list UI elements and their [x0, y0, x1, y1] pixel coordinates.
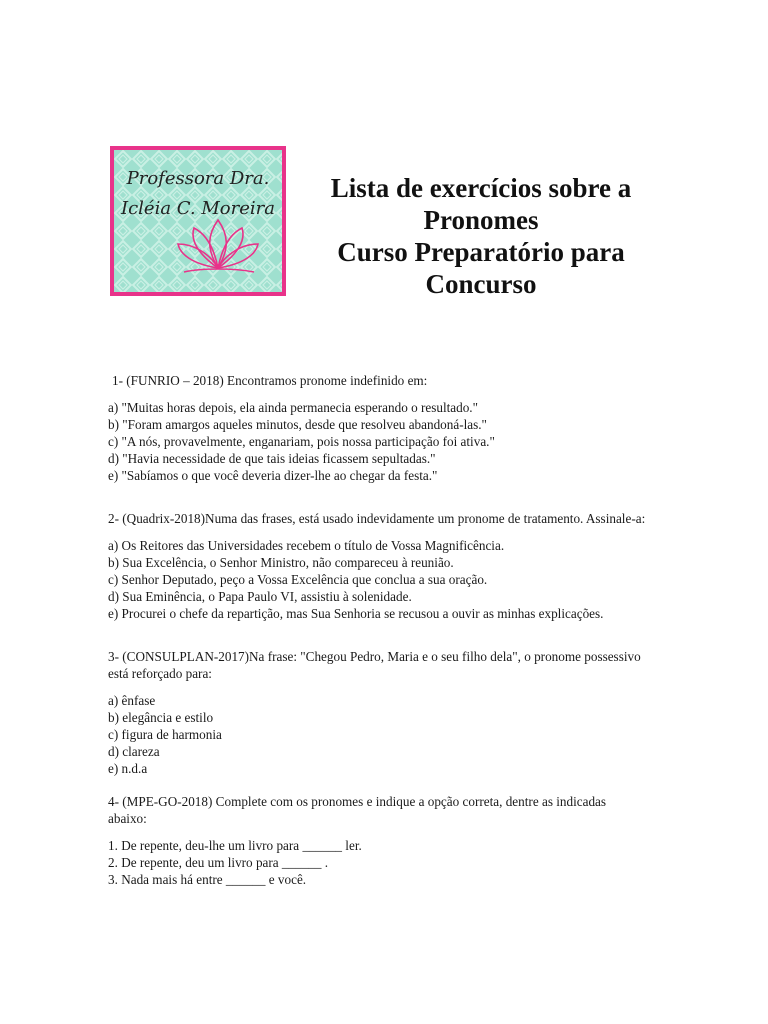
title-line: Pronomes: [423, 205, 539, 235]
option-item: e) Procurei o chefe da repartição, mas Sua Senhoria se recusou a ouvir as minhas explicações.: [108, 606, 604, 621]
author-logo: [110, 146, 286, 296]
question-text: 2- (Quadrix-2018)Numa das frases, está usado indevidamente um pronome de tratamento. Assinale-a:: [108, 511, 646, 526]
exercise-list: [108, 372, 648, 888]
lotus-icon: [114, 150, 282, 292]
option-item: d) "Havia necessidade de que tais ideias ficassem sepultadas.": [108, 451, 436, 466]
logo-name-line2: Icléia C. Moreira: [120, 198, 276, 219]
option-item: c) Senhor Deputado, peço a Vossa Excelência que conclua a sua oração.: [108, 572, 488, 587]
option-item: 3. Nada mais há entre ______ e você.: [108, 872, 307, 887]
question-text: 3- (CONSULPLAN-2017)Na frase: "Chegou Pedro, Maria e o seu filho dela", o pronome possessivo está reforçado para:: [108, 649, 641, 681]
option-item: c) "A nós, provavelmente, enganariam, pois nossa participação foi ativa.": [108, 434, 495, 449]
title-line: Curso Preparatório para: [337, 237, 625, 267]
option-item: b) Sua Excelência, o Senhor Ministro, não compareceu à reunião.: [108, 555, 454, 570]
question-text: 4- (MPE-GO-2018) Complete com os pronomes e indique a opção correta, dentre as indicadas abaixo:: [108, 794, 607, 826]
option-item: a) ênfase: [108, 693, 156, 708]
option-item: b) "Foram amargos aqueles minutos, desde que resolveu abandoná-las.": [108, 417, 487, 432]
option-item: d) clareza: [108, 744, 160, 759]
option-item: 1. De repente, deu-lhe um livro para ______ ler.: [108, 838, 362, 853]
title-line: Lista de exercícios sobre a: [330, 173, 632, 203]
title-line: Concurso: [425, 269, 537, 299]
option-item: d) Sua Eminência, o Papa Paulo VI, assistiu à solenidade.: [108, 589, 412, 604]
option-item: e) "Sabíamos o que você deveria dizer-lhe ao chegar da festa.": [108, 468, 438, 483]
options-list: [108, 837, 648, 888]
logo-name-line1: Professora Dra.: [126, 168, 270, 189]
page-title: [296, 172, 666, 300]
options-list: [108, 399, 648, 484]
option-item: a) "Muitas horas depois, ela ainda permanecia esperando o resultado.": [108, 400, 478, 415]
option-item: b) elegância e estilo: [108, 710, 214, 725]
options-list: [108, 537, 648, 622]
option-item: e) n.d.a: [108, 761, 148, 776]
option-item: c) figura de harmonia: [108, 727, 222, 742]
options-list: [108, 692, 648, 777]
option-item: a) Os Reitores das Universidades recebem o título de Vossa Magnificência.: [108, 538, 505, 553]
question-text: 1- (FUNRIO – 2018) Encontramos pronome indefinido em:: [112, 373, 428, 388]
option-item: 2. De repente, deu um livro para ______ .: [108, 855, 329, 870]
